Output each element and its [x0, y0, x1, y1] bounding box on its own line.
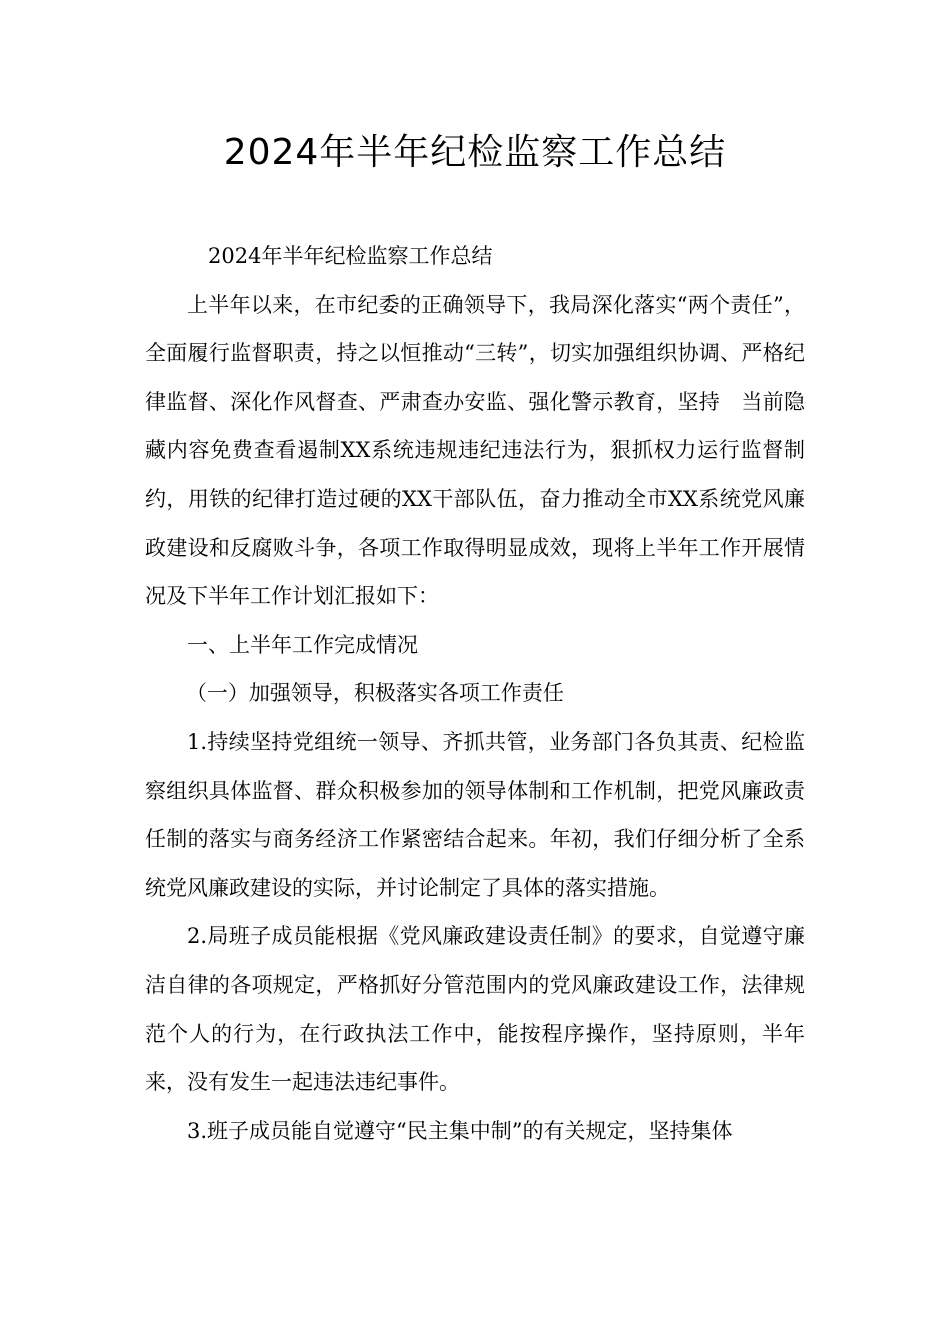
paragraph-intro: 上半年以来，在市纪委的正确领导下，我局深化落实“两个责任”，全面履行监督职责，持之以恒推动“三转”，切实加强组织协调、严格纪律监督、深化作风督查、严肃查办安监、强化警示教育，坚持 当前隐藏内容免费查看遏制XX系统违规违纪违法行为，狠抓权力运行监督制约，用铁的纪律打造过硬的XX干部队伍，奋力推动全市XX系统党风廉政建设和反腐败斗争，各项工作取得明显成效，现将上半年工作开展情况及下半年工作计划汇报如下：: [145, 292, 805, 609]
subsection-heading-1: （一）加强领导，积极落实各项工作责任: [185, 681, 564, 706]
paragraph-item-1: 1.持续坚持党组统一领导、齐抓共管，业务部门各负其责、纪检监察组织具体监督、群众积极参加的领导体制和工作机制，把党风廉政责任制的落实与商务经济工作紧密结合起来。年初，我们仔细分析了全系统党风廉政建设的实际，并讨论制定了具体的落实措施。: [145, 729, 805, 900]
document-title: 2024年半年纪检监察工作总结: [223, 132, 727, 173]
document-body: [145, 232, 805, 1155]
document-subtitle: 2024年半年纪检监察工作总结: [208, 244, 493, 268]
paragraph-item-3: 3.班子成员能自觉遵守“民主集中制”的有关规定，坚持集体: [187, 1118, 733, 1143]
section-heading-1: 一、上半年工作完成情况: [187, 632, 418, 657]
paragraph-item-2: 2.局班子成员能根据《党风廉政建设责任制》的要求，自觉遵守廉洁自律的各项规定，严格抓好分管范围内的党风廉政建设工作，法律规范个人的行为，在行政执法工作中，能按程序操作，坚持原则，半年来，没有发生一起违法违纪事件。: [145, 924, 805, 1095]
